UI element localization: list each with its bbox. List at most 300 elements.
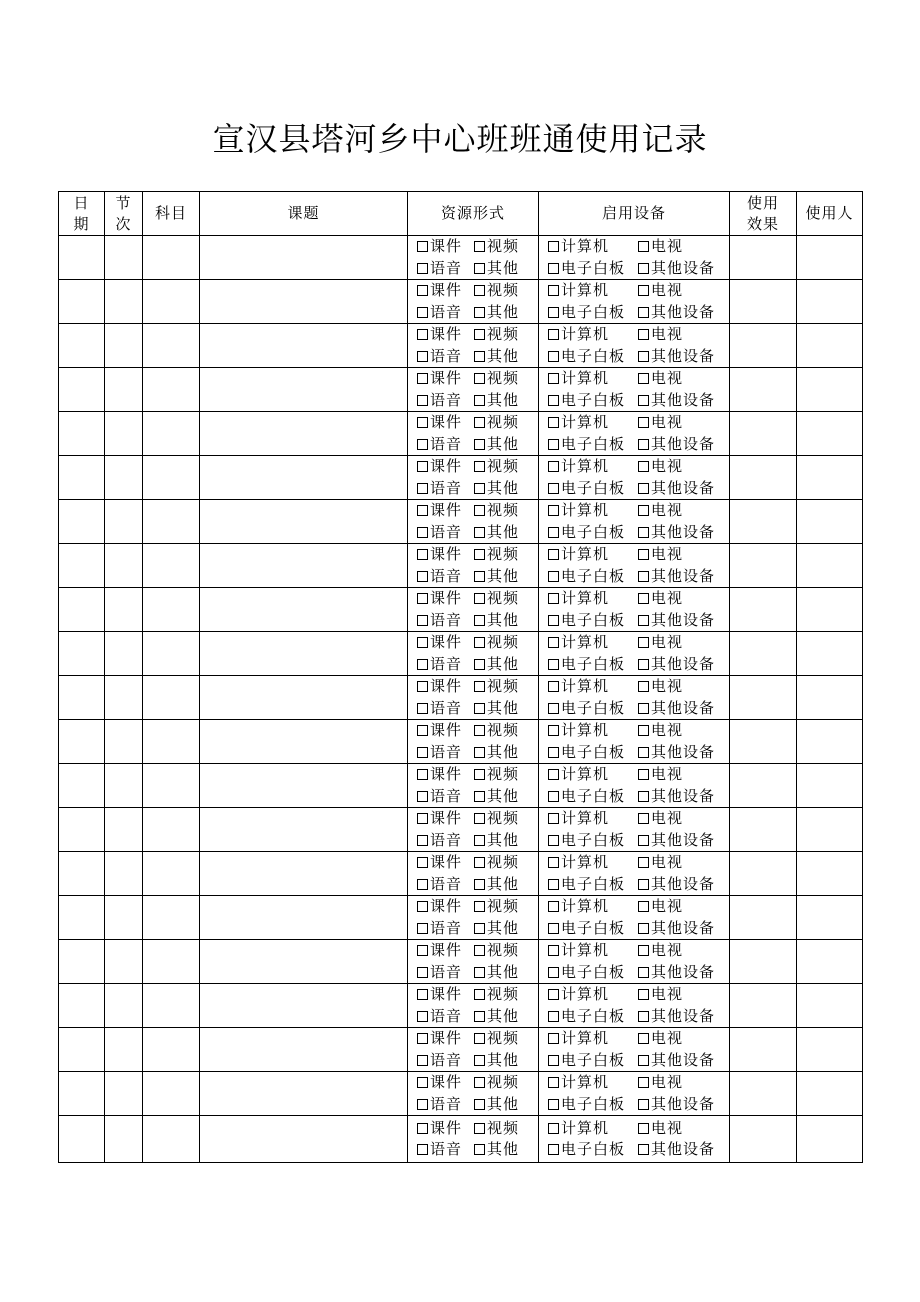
checkbox-icon[interactable] <box>548 307 559 318</box>
checkbox-icon[interactable] <box>638 835 649 846</box>
checkbox-icon[interactable] <box>548 527 559 538</box>
checkbox-option[interactable] <box>417 698 474 720</box>
checkbox-option[interactable] <box>474 1072 519 1094</box>
checkbox-option[interactable] <box>638 918 715 940</box>
checkbox-option[interactable] <box>417 368 474 390</box>
checkbox-option[interactable] <box>474 786 519 808</box>
checkbox-option[interactable] <box>474 654 519 676</box>
user-cell[interactable] <box>797 808 863 852</box>
checkbox-icon[interactable] <box>638 571 649 582</box>
period-cell[interactable] <box>105 984 143 1028</box>
checkbox-option[interactable] <box>548 368 638 390</box>
topic-cell[interactable] <box>200 368 408 412</box>
checkbox-option[interactable] <box>474 236 519 258</box>
checkbox-option[interactable] <box>548 522 638 544</box>
user-cell[interactable] <box>797 544 863 588</box>
checkbox-icon[interactable] <box>474 1011 485 1022</box>
checkbox-option[interactable] <box>548 324 638 346</box>
checkbox-option[interactable] <box>548 390 638 412</box>
checkbox-icon[interactable] <box>548 1099 559 1110</box>
checkbox-icon[interactable] <box>638 1055 649 1066</box>
checkbox-icon[interactable] <box>417 285 428 296</box>
checkbox-option[interactable] <box>548 1072 638 1094</box>
checkbox-option[interactable] <box>474 368 519 390</box>
subject-cell[interactable] <box>143 412 200 456</box>
checkbox-icon[interactable] <box>638 417 649 428</box>
checkbox-icon[interactable] <box>417 307 428 318</box>
checkbox-icon[interactable] <box>417 879 428 890</box>
checkbox-icon[interactable] <box>548 395 559 406</box>
date-cell[interactable] <box>59 1072 105 1116</box>
checkbox-option[interactable] <box>638 896 683 918</box>
topic-cell[interactable] <box>200 896 408 940</box>
checkbox-option[interactable] <box>474 1006 519 1028</box>
period-cell[interactable] <box>105 588 143 632</box>
checkbox-option[interactable] <box>474 918 519 940</box>
checkbox-icon[interactable] <box>417 989 428 1000</box>
checkbox-icon[interactable] <box>417 637 428 648</box>
checkbox-icon[interactable] <box>474 945 485 956</box>
checkbox-icon[interactable] <box>417 901 428 912</box>
checkbox-option[interactable] <box>474 346 519 368</box>
user-cell[interactable] <box>797 852 863 896</box>
checkbox-option[interactable] <box>638 390 715 412</box>
checkbox-icon[interactable] <box>417 1144 428 1155</box>
topic-cell[interactable] <box>200 720 408 764</box>
checkbox-option[interactable] <box>474 500 519 522</box>
checkbox-option[interactable] <box>638 720 683 742</box>
subject-cell[interactable] <box>143 1028 200 1072</box>
checkbox-option[interactable] <box>638 324 683 346</box>
checkbox-option[interactable] <box>638 1139 715 1161</box>
checkbox-icon[interactable] <box>638 989 649 1000</box>
checkbox-icon[interactable] <box>548 1123 559 1134</box>
checkbox-option[interactable] <box>417 302 474 324</box>
effect-cell[interactable] <box>730 896 797 940</box>
effect-cell[interactable] <box>730 1116 797 1163</box>
checkbox-icon[interactable] <box>548 703 559 714</box>
checkbox-icon[interactable] <box>638 395 649 406</box>
date-cell[interactable] <box>59 324 105 368</box>
checkbox-icon[interactable] <box>417 725 428 736</box>
checkbox-option[interactable] <box>548 786 638 808</box>
checkbox-option[interactable] <box>548 1028 638 1050</box>
effect-cell[interactable] <box>730 588 797 632</box>
topic-cell[interactable] <box>200 236 408 280</box>
checkbox-option[interactable] <box>548 852 638 874</box>
date-cell[interactable] <box>59 368 105 412</box>
checkbox-option[interactable] <box>474 1050 519 1072</box>
subject-cell[interactable] <box>143 280 200 324</box>
checkbox-icon[interactable] <box>638 681 649 692</box>
checkbox-icon[interactable] <box>417 439 428 450</box>
date-cell[interactable] <box>59 764 105 808</box>
checkbox-icon[interactable] <box>474 659 485 670</box>
effect-cell[interactable] <box>730 236 797 280</box>
checkbox-option[interactable] <box>638 962 715 984</box>
checkbox-icon[interactable] <box>417 395 428 406</box>
checkbox-option[interactable] <box>548 610 638 632</box>
user-cell[interactable] <box>797 500 863 544</box>
checkbox-option[interactable] <box>548 1050 638 1072</box>
effect-cell[interactable] <box>730 368 797 412</box>
checkbox-option[interactable] <box>417 522 474 544</box>
checkbox-icon[interactable] <box>474 703 485 714</box>
topic-cell[interactable] <box>200 632 408 676</box>
checkbox-option[interactable] <box>417 742 474 764</box>
checkbox-icon[interactable] <box>638 923 649 934</box>
checkbox-icon[interactable] <box>474 1099 485 1110</box>
user-cell[interactable] <box>797 280 863 324</box>
subject-cell[interactable] <box>143 456 200 500</box>
checkbox-icon[interactable] <box>417 351 428 362</box>
period-cell[interactable] <box>105 544 143 588</box>
checkbox-option[interactable] <box>417 984 474 1006</box>
user-cell[interactable] <box>797 456 863 500</box>
date-cell[interactable] <box>59 280 105 324</box>
user-cell[interactable] <box>797 1072 863 1116</box>
checkbox-icon[interactable] <box>417 791 428 802</box>
checkbox-icon[interactable] <box>474 615 485 626</box>
checkbox-option[interactable] <box>474 324 519 346</box>
checkbox-icon[interactable] <box>417 483 428 494</box>
checkbox-option[interactable] <box>548 412 638 434</box>
checkbox-icon[interactable] <box>417 461 428 472</box>
checkbox-icon[interactable] <box>638 505 649 516</box>
date-cell[interactable] <box>59 720 105 764</box>
checkbox-icon[interactable] <box>638 945 649 956</box>
checkbox-icon[interactable] <box>474 505 485 516</box>
period-cell[interactable] <box>105 1116 143 1163</box>
checkbox-option[interactable] <box>638 654 715 676</box>
checkbox-option[interactable] <box>417 456 474 478</box>
topic-cell[interactable] <box>200 852 408 896</box>
checkbox-icon[interactable] <box>548 1055 559 1066</box>
subject-cell[interactable] <box>143 764 200 808</box>
checkbox-icon[interactable] <box>548 241 559 252</box>
checkbox-icon[interactable] <box>548 747 559 758</box>
checkbox-icon[interactable] <box>417 703 428 714</box>
checkbox-icon[interactable] <box>638 329 649 340</box>
checkbox-option[interactable] <box>417 544 474 566</box>
checkbox-option[interactable] <box>474 478 519 500</box>
checkbox-icon[interactable] <box>474 1033 485 1044</box>
checkbox-icon[interactable] <box>474 395 485 406</box>
checkbox-option[interactable] <box>638 412 683 434</box>
checkbox-option[interactable] <box>417 500 474 522</box>
effect-cell[interactable] <box>730 1028 797 1072</box>
user-cell[interactable] <box>797 632 863 676</box>
checkbox-icon[interactable] <box>638 747 649 758</box>
checkbox-icon[interactable] <box>548 549 559 560</box>
subject-cell[interactable] <box>143 808 200 852</box>
user-cell[interactable] <box>797 676 863 720</box>
checkbox-icon[interactable] <box>548 505 559 516</box>
checkbox-option[interactable] <box>417 412 474 434</box>
effect-cell[interactable] <box>730 852 797 896</box>
checkbox-option[interactable] <box>417 764 474 786</box>
checkbox-icon[interactable] <box>638 1011 649 1022</box>
topic-cell[interactable] <box>200 1028 408 1072</box>
user-cell[interactable] <box>797 764 863 808</box>
period-cell[interactable] <box>105 500 143 544</box>
checkbox-icon[interactable] <box>474 879 485 890</box>
topic-cell[interactable] <box>200 412 408 456</box>
checkbox-icon[interactable] <box>548 791 559 802</box>
subject-cell[interactable] <box>143 1072 200 1116</box>
checkbox-option[interactable] <box>474 258 519 280</box>
checkbox-option[interactable] <box>638 874 715 896</box>
checkbox-option[interactable] <box>548 940 638 962</box>
subject-cell[interactable] <box>143 940 200 984</box>
checkbox-icon[interactable] <box>474 989 485 1000</box>
period-cell[interactable] <box>105 940 143 984</box>
checkbox-option[interactable] <box>474 852 519 874</box>
date-cell[interactable] <box>59 632 105 676</box>
checkbox-option[interactable] <box>417 830 474 852</box>
checkbox-option[interactable] <box>638 632 683 654</box>
checkbox-option[interactable] <box>474 632 519 654</box>
checkbox-icon[interactable] <box>474 681 485 692</box>
checkbox-icon[interactable] <box>474 725 485 736</box>
topic-cell[interactable] <box>200 984 408 1028</box>
checkbox-option[interactable] <box>417 896 474 918</box>
effect-cell[interactable] <box>730 324 797 368</box>
checkbox-option[interactable] <box>548 874 638 896</box>
checkbox-option[interactable] <box>548 1094 638 1116</box>
subject-cell[interactable] <box>143 720 200 764</box>
checkbox-option[interactable] <box>474 412 519 434</box>
checkbox-icon[interactable] <box>417 241 428 252</box>
checkbox-icon[interactable] <box>548 593 559 604</box>
period-cell[interactable] <box>105 324 143 368</box>
checkbox-icon[interactable] <box>474 351 485 362</box>
topic-cell[interactable] <box>200 1116 408 1163</box>
subject-cell[interactable] <box>143 896 200 940</box>
checkbox-icon[interactable] <box>638 373 649 384</box>
checkbox-icon[interactable] <box>548 857 559 868</box>
date-cell[interactable] <box>59 456 105 500</box>
checkbox-option[interactable] <box>417 1050 474 1072</box>
checkbox-option[interactable] <box>474 1028 519 1050</box>
checkbox-icon[interactable] <box>417 1077 428 1088</box>
topic-cell[interactable] <box>200 764 408 808</box>
checkbox-icon[interactable] <box>548 571 559 582</box>
date-cell[interactable] <box>59 500 105 544</box>
checkbox-option[interactable] <box>417 280 474 302</box>
topic-cell[interactable] <box>200 676 408 720</box>
checkbox-icon[interactable] <box>474 439 485 450</box>
checkbox-option[interactable] <box>548 456 638 478</box>
checkbox-icon[interactable] <box>474 967 485 978</box>
checkbox-option[interactable] <box>417 962 474 984</box>
checkbox-icon[interactable] <box>638 967 649 978</box>
checkbox-option[interactable] <box>417 1094 474 1116</box>
checkbox-icon[interactable] <box>417 1123 428 1134</box>
user-cell[interactable] <box>797 412 863 456</box>
checkbox-option[interactable] <box>638 434 715 456</box>
subject-cell[interactable] <box>143 1116 200 1163</box>
checkbox-icon[interactable] <box>417 1011 428 1022</box>
checkbox-option[interactable] <box>417 720 474 742</box>
checkbox-option[interactable] <box>548 500 638 522</box>
checkbox-icon[interactable] <box>417 945 428 956</box>
checkbox-icon[interactable] <box>474 285 485 296</box>
checkbox-option[interactable] <box>474 962 519 984</box>
checkbox-icon[interactable] <box>474 637 485 648</box>
checkbox-icon[interactable] <box>474 791 485 802</box>
effect-cell[interactable] <box>730 632 797 676</box>
subject-cell[interactable] <box>143 500 200 544</box>
date-cell[interactable] <box>59 544 105 588</box>
subject-cell[interactable] <box>143 368 200 412</box>
checkbox-option[interactable] <box>474 434 519 456</box>
checkbox-icon[interactable] <box>638 1099 649 1110</box>
effect-cell[interactable] <box>730 500 797 544</box>
checkbox-icon[interactable] <box>638 725 649 736</box>
checkbox-icon[interactable] <box>417 549 428 560</box>
checkbox-icon[interactable] <box>417 417 428 428</box>
checkbox-option[interactable] <box>474 896 519 918</box>
checkbox-option[interactable] <box>548 280 638 302</box>
date-cell[interactable] <box>59 1028 105 1072</box>
checkbox-icon[interactable] <box>417 571 428 582</box>
checkbox-option[interactable] <box>638 1094 715 1116</box>
checkbox-icon[interactable] <box>638 1033 649 1044</box>
checkbox-option[interactable] <box>548 346 638 368</box>
effect-cell[interactable] <box>730 676 797 720</box>
checkbox-option[interactable] <box>638 786 715 808</box>
checkbox-option[interactable] <box>638 830 715 852</box>
checkbox-icon[interactable] <box>417 1055 428 1066</box>
period-cell[interactable] <box>105 764 143 808</box>
topic-cell[interactable] <box>200 324 408 368</box>
period-cell[interactable] <box>105 632 143 676</box>
checkbox-option[interactable] <box>548 1139 638 1161</box>
checkbox-option[interactable] <box>548 764 638 786</box>
date-cell[interactable] <box>59 676 105 720</box>
checkbox-option[interactable] <box>638 302 715 324</box>
checkbox-icon[interactable] <box>474 1077 485 1088</box>
user-cell[interactable] <box>797 368 863 412</box>
effect-cell[interactable] <box>730 544 797 588</box>
checkbox-option[interactable] <box>474 874 519 896</box>
period-cell[interactable] <box>105 896 143 940</box>
subject-cell[interactable] <box>143 324 200 368</box>
checkbox-icon[interactable] <box>548 725 559 736</box>
checkbox-icon[interactable] <box>638 813 649 824</box>
checkbox-icon[interactable] <box>548 923 559 934</box>
checkbox-option[interactable] <box>638 1118 683 1140</box>
date-cell[interactable] <box>59 940 105 984</box>
checkbox-icon[interactable] <box>638 461 649 472</box>
checkbox-icon[interactable] <box>474 483 485 494</box>
checkbox-icon[interactable] <box>548 483 559 494</box>
checkbox-icon[interactable] <box>474 769 485 780</box>
checkbox-icon[interactable] <box>548 373 559 384</box>
checkbox-option[interactable] <box>474 566 519 588</box>
checkbox-option[interactable] <box>638 566 715 588</box>
checkbox-option[interactable] <box>474 302 519 324</box>
checkbox-icon[interactable] <box>417 1033 428 1044</box>
checkbox-icon[interactable] <box>548 285 559 296</box>
checkbox-option[interactable] <box>638 852 683 874</box>
checkbox-option[interactable] <box>417 632 474 654</box>
checkbox-option[interactable] <box>474 1139 519 1161</box>
checkbox-icon[interactable] <box>417 835 428 846</box>
checkbox-option[interactable] <box>417 918 474 940</box>
checkbox-option[interactable] <box>638 478 715 500</box>
checkbox-option[interactable] <box>548 830 638 852</box>
checkbox-option[interactable] <box>417 786 474 808</box>
checkbox-icon[interactable] <box>638 637 649 648</box>
checkbox-option[interactable] <box>474 280 519 302</box>
subject-cell[interactable] <box>143 632 200 676</box>
checkbox-option[interactable] <box>638 1050 715 1072</box>
checkbox-option[interactable] <box>638 544 683 566</box>
checkbox-icon[interactable] <box>474 461 485 472</box>
checkbox-icon[interactable] <box>638 285 649 296</box>
checkbox-option[interactable] <box>548 1118 638 1140</box>
checkbox-option[interactable] <box>638 522 715 544</box>
checkbox-option[interactable] <box>417 1118 474 1140</box>
checkbox-icon[interactable] <box>548 1077 559 1088</box>
checkbox-icon[interactable] <box>474 373 485 384</box>
checkbox-option[interactable] <box>474 610 519 632</box>
subject-cell[interactable] <box>143 852 200 896</box>
checkbox-option[interactable] <box>417 566 474 588</box>
checkbox-option[interactable] <box>417 258 474 280</box>
user-cell[interactable] <box>797 236 863 280</box>
checkbox-icon[interactable] <box>638 879 649 890</box>
checkbox-option[interactable] <box>474 940 519 962</box>
checkbox-option[interactable] <box>417 852 474 874</box>
checkbox-option[interactable] <box>548 302 638 324</box>
subject-cell[interactable] <box>143 676 200 720</box>
checkbox-option[interactable] <box>548 896 638 918</box>
checkbox-icon[interactable] <box>417 813 428 824</box>
checkbox-icon[interactable] <box>417 373 428 384</box>
checkbox-icon[interactable] <box>638 703 649 714</box>
checkbox-icon[interactable] <box>638 769 649 780</box>
checkbox-option[interactable] <box>638 1072 683 1094</box>
checkbox-option[interactable] <box>548 236 638 258</box>
checkbox-option[interactable] <box>417 478 474 500</box>
checkbox-option[interactable] <box>548 544 638 566</box>
checkbox-icon[interactable] <box>474 527 485 538</box>
checkbox-icon[interactable] <box>638 307 649 318</box>
checkbox-icon[interactable] <box>548 263 559 274</box>
checkbox-option[interactable] <box>548 808 638 830</box>
checkbox-option[interactable] <box>417 346 474 368</box>
checkbox-icon[interactable] <box>638 527 649 538</box>
checkbox-option[interactable] <box>417 390 474 412</box>
user-cell[interactable] <box>797 984 863 1028</box>
date-cell[interactable] <box>59 412 105 456</box>
period-cell[interactable] <box>105 852 143 896</box>
checkbox-option[interactable] <box>638 368 683 390</box>
checkbox-option[interactable] <box>417 808 474 830</box>
checkbox-option[interactable] <box>474 1118 519 1140</box>
checkbox-option[interactable] <box>638 1006 715 1028</box>
checkbox-option[interactable] <box>548 720 638 742</box>
checkbox-icon[interactable] <box>638 857 649 868</box>
checkbox-icon[interactable] <box>417 527 428 538</box>
checkbox-icon[interactable] <box>548 439 559 450</box>
checkbox-option[interactable] <box>638 742 715 764</box>
checkbox-option[interactable] <box>638 984 683 1006</box>
checkbox-option[interactable] <box>638 346 715 368</box>
